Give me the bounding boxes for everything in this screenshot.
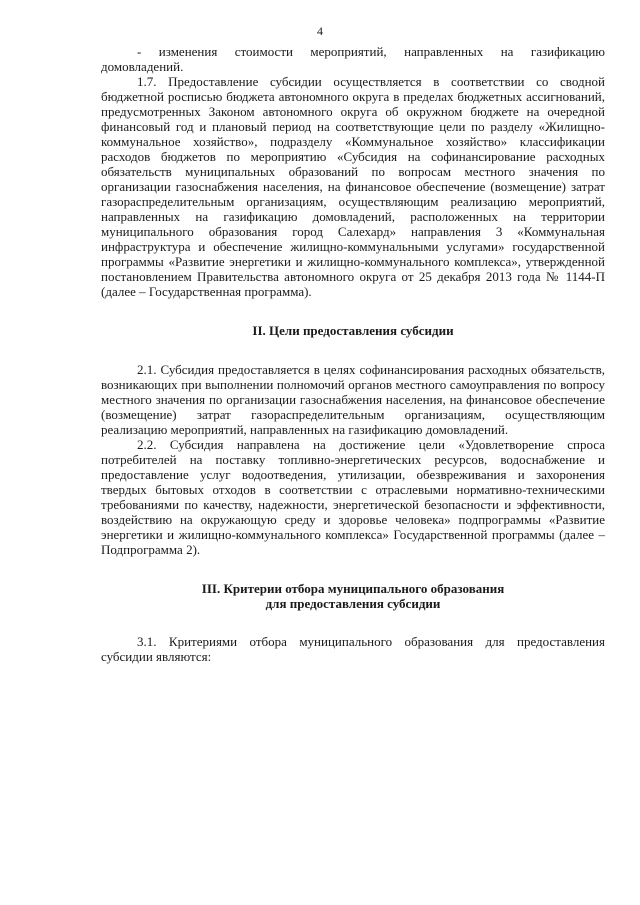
- page-number: 4: [317, 24, 323, 38]
- paragraph-2-2: 2.2. Субсидия направлена на достижение цели «Удовлетворение спроса потребителей на поставку топливно-энергетических ресурсов, водоснабжение и предоставление услуг водоотведения, утилизации, обезвреживания и захоронения твердых бытовых отходов в соответствии с отраслевыми нормативно-техническими требованиями по качеству, надежности, энергетической безопасности и эффективности, воздействию на окружающую среду и здоровье человека» подпрограммы «Развитие энергетики и жилищно-коммунального комплекса» Государственной программы (далее – Подпрограмма 2).: [101, 437, 605, 557]
- section-heading-3: [101, 581, 605, 611]
- paragraph-list-item: - изменения стоимости мероприятий, направленных на газификацию домовладений.: [101, 44, 605, 74]
- section-heading-3-line-1: III. Критерии отбора муниципального образования: [201, 581, 505, 596]
- section-heading-2: II. Цели предоставления субсидии: [252, 323, 454, 338]
- section-heading-3-line-2: для предоставления субсидии: [265, 596, 441, 611]
- paragraph-1-7: 1.7. Предоставление субсидии осуществляется в соответствии со сводной бюджетной росписью бюджета автономного округа в пределах бюджетных ассигнований, предусмотренных Законом автономного округа об окружном бюджете на очередной финансовый год и плановый период на соответствующие цели по разделу «Жилищно-коммунальное хозяйство», подразделу «Коммунальное хозяйство» классификации расходов бюджетов по мероприятию «Субсидия на софинансирование расходных обязательств муниципальных образований по вопросам местного значения по организации газоснабжения населения, на финансовое обеспечение (возмещение) затрат газораспределительным организациям, осуществляющим реализацию мероприятий, направленных на газификацию домовладений, расположенных на территории муниципального образования город Салехард» направления 3 «Коммунальная инфраструктура и обеспечение жилищно-коммунальными услугами» государственной программы «Развитие энергетики и жилищно-коммунального комплекса», утвержденной постановлением Правительства автономного округа от 25 декабря 2013 года № 1144-П (далее – Государственная программа).: [101, 74, 605, 299]
- paragraph-2-1: 2.1. Субсидия предоставляется в целях софинансирования расходных обязательств, возникающих при выполнении полномочий органов местного самоуправления по вопросу местного значения по организации газоснабжения населения, на финансовое обеспечение (возмещение) затрат газораспределительным организациям, осуществляющим реализацию мероприятий, направленных на газификацию домовладений.: [101, 362, 605, 437]
- document-body: [101, 44, 605, 664]
- paragraph-3-1: 3.1. Критериями отбора муниципального образования для предоставления субсидии являются:: [101, 634, 605, 664]
